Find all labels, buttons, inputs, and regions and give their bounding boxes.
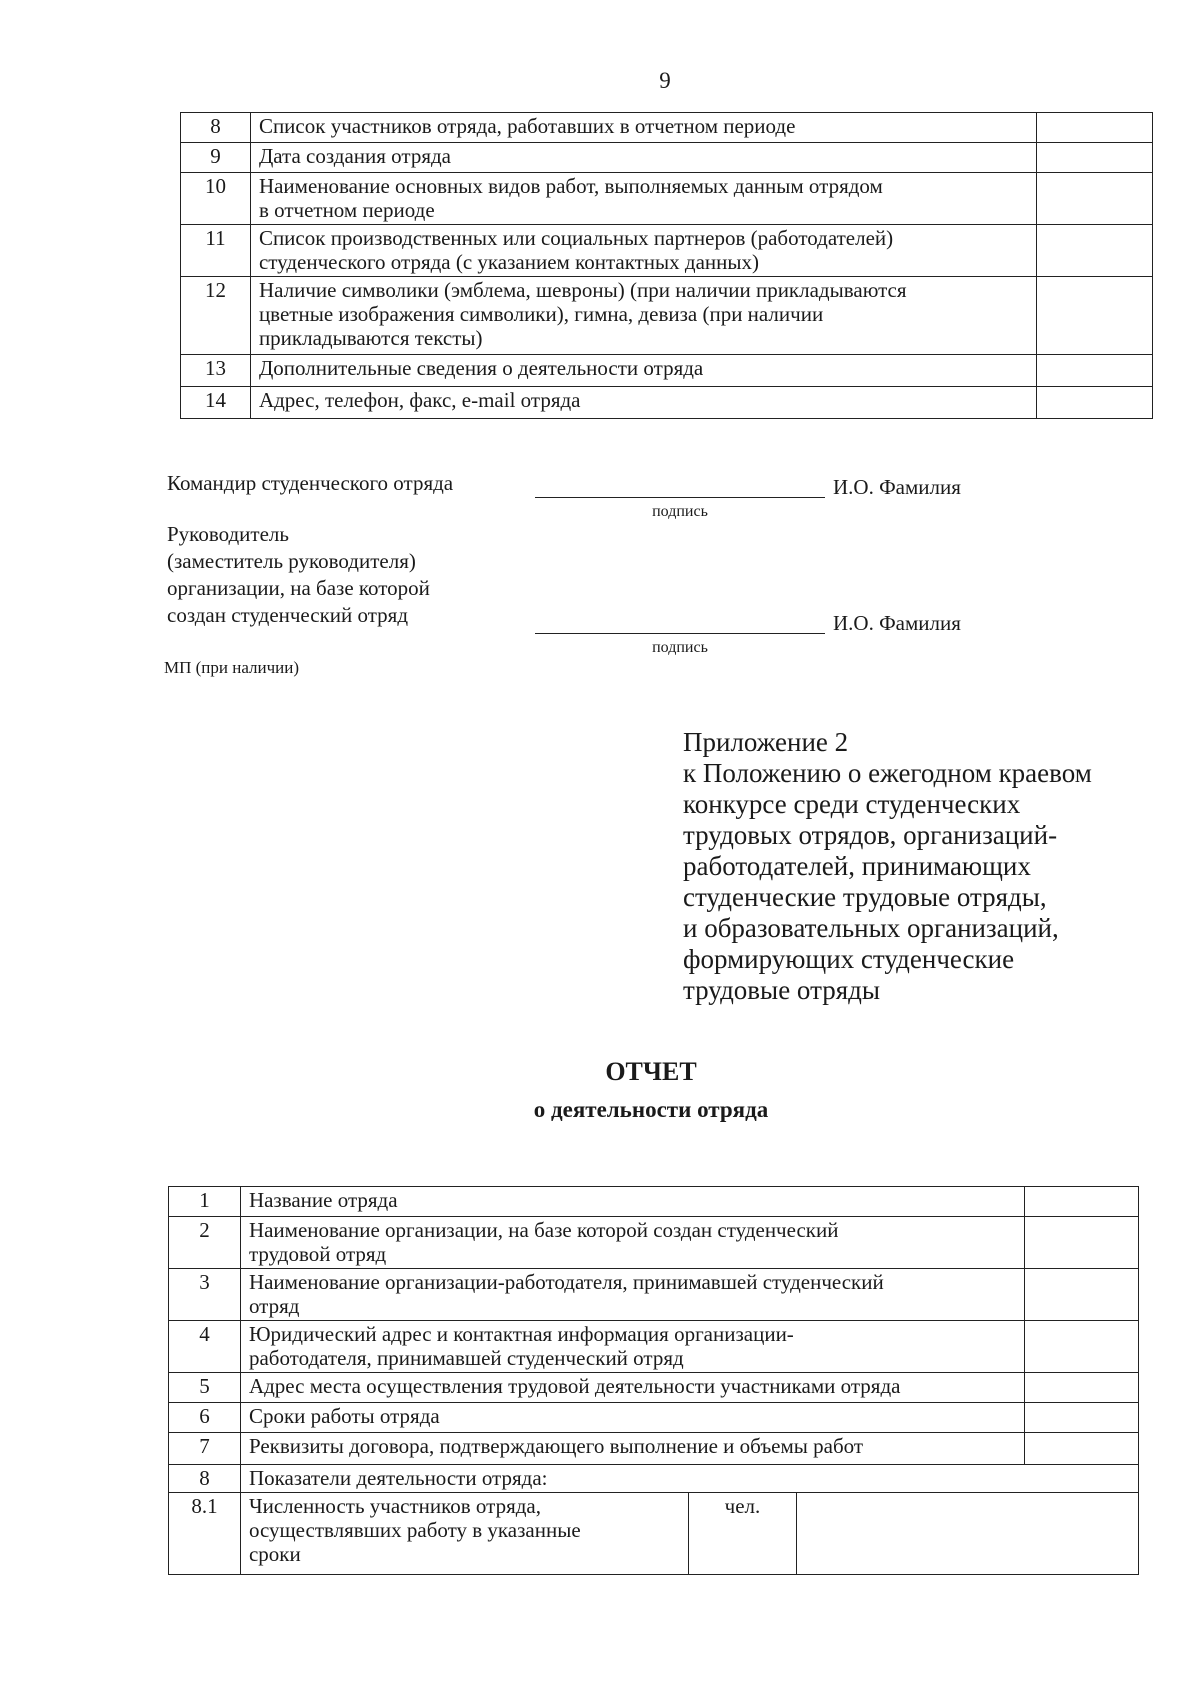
table-row: [169, 1321, 1139, 1373]
row-label: Список участников отряда, работавших в отчетном периоде: [250, 113, 1036, 143]
row-label: Адрес, телефон, факс, e-mail отряда: [250, 387, 1036, 419]
row-value-cell: [1025, 1321, 1139, 1373]
table-row: [169, 1373, 1139, 1403]
head-signature-caption: подпись: [652, 639, 708, 656]
head-name: И.О. Фамилия: [833, 611, 961, 635]
row-value-cell: [1037, 173, 1153, 225]
table-row: [181, 277, 1153, 355]
row-number: 13: [181, 355, 251, 387]
row-number: 3: [169, 1269, 241, 1321]
row-value-cell: [1025, 1433, 1139, 1465]
row-value-cell: [1025, 1187, 1139, 1217]
row-number: 1: [169, 1187, 241, 1217]
row-label: Наличие символики (эмблема, шевроны) (при наличии прикладываются цветные изображения символики), гимна, девиза (при наличии прикладываются тексты): [250, 277, 1036, 355]
table-row: [169, 1465, 1139, 1493]
row-label: Показатели деятельности отряда:: [240, 1465, 1138, 1493]
row-label: Список производственных или социальных партнеров (работодателей) студенческого отряда (с указанием контактных данных): [250, 225, 1036, 277]
row-label: Наименование организации-работодателя, принимавшей студенческий отряд: [240, 1269, 1024, 1321]
table-row: [169, 1187, 1139, 1217]
stamp-note: МП (при наличии): [164, 658, 300, 677]
table-row: [181, 173, 1153, 225]
commander-signature-caption: подпись: [652, 503, 708, 520]
table-row: [169, 1217, 1139, 1269]
head-signature-line: [535, 633, 825, 634]
row-number: 14: [181, 387, 251, 419]
row-number: 5: [169, 1373, 241, 1403]
row-label: Адрес места осуществления трудовой деятельности участниками отряда: [240, 1373, 1024, 1403]
row-value-cell: [1025, 1269, 1139, 1321]
row-number: 11: [181, 225, 251, 277]
report-subtitle: о деятельности отряда: [533, 1097, 769, 1122]
commander-label: Командир студенческого отряда: [167, 471, 454, 495]
row-unit: чел.: [688, 1493, 797, 1575]
table-row: [169, 1269, 1139, 1321]
row-number: 9: [181, 143, 251, 173]
row-label: Название отряда: [240, 1187, 1024, 1217]
row-value-cell: [1037, 277, 1153, 355]
commander-name: И.О. Фамилия: [833, 475, 961, 499]
row-number: 10: [181, 173, 251, 225]
table-row: [169, 1433, 1139, 1465]
row-label: Численность участников отряда, осуществлявших работу в указанные сроки: [240, 1493, 688, 1575]
row-number: 8: [169, 1465, 241, 1493]
row-label: Юридический адрес и контактная информация организации- работодателя, принимавшей студенческий отряд: [240, 1321, 1024, 1373]
table-row: [181, 387, 1153, 419]
row-number: 7: [169, 1433, 241, 1465]
row-value-cell: [1025, 1217, 1139, 1269]
appendix-header: Приложение 2 к Положению о ежегодном краевом конкурсе среди студенческих трудовых отрядов, организаций- работодателей, принимающих студенческие трудовые отряды, и образовательных организаций, формирующих студенческие трудовые отряды: [683, 727, 1092, 1005]
row-value-cell: [1037, 355, 1153, 387]
row-label: Реквизиты договора, подтверждающего выполнение и объемы работ: [240, 1433, 1024, 1465]
row-number: 8: [181, 113, 251, 143]
table-continuation: [180, 112, 1153, 419]
row-value-cell: [797, 1493, 1139, 1575]
head-label: Руководитель (заместитель руководителя) организации, на базе которой создан студенческий отряд: [167, 522, 430, 627]
row-number: 12: [181, 277, 251, 355]
row-value-cell: [1037, 387, 1153, 419]
table-row: [169, 1403, 1139, 1433]
row-value-cell: [1037, 225, 1153, 277]
row-value-cell: [1037, 113, 1153, 143]
table-row: [181, 355, 1153, 387]
report-title: ОТЧЕТ: [605, 1057, 697, 1086]
row-label: Наименование организации, на базе которой создан студенческий трудовой отряд: [240, 1217, 1024, 1269]
page-number: 9: [659, 68, 671, 93]
table-row: [181, 143, 1153, 173]
row-number: 8.1: [169, 1493, 241, 1575]
row-number: 6: [169, 1403, 241, 1433]
table-row: [181, 225, 1153, 277]
table-row: [169, 1493, 1139, 1575]
row-number: 2: [169, 1217, 241, 1269]
row-number: 4: [169, 1321, 241, 1373]
row-label: Наименование основных видов работ, выполняемых данным отрядом в отчетном периоде: [250, 173, 1036, 225]
row-value-cell: [1025, 1403, 1139, 1433]
row-value-cell: [1037, 143, 1153, 173]
row-value-cell: [1025, 1373, 1139, 1403]
row-label: Дополнительные сведения о деятельности отряда: [250, 355, 1036, 387]
commander-signature-line: [535, 497, 825, 498]
table-row: [181, 113, 1153, 143]
row-label: Сроки работы отряда: [240, 1403, 1024, 1433]
row-label: Дата создания отряда: [250, 143, 1036, 173]
report-table: [168, 1186, 1139, 1575]
